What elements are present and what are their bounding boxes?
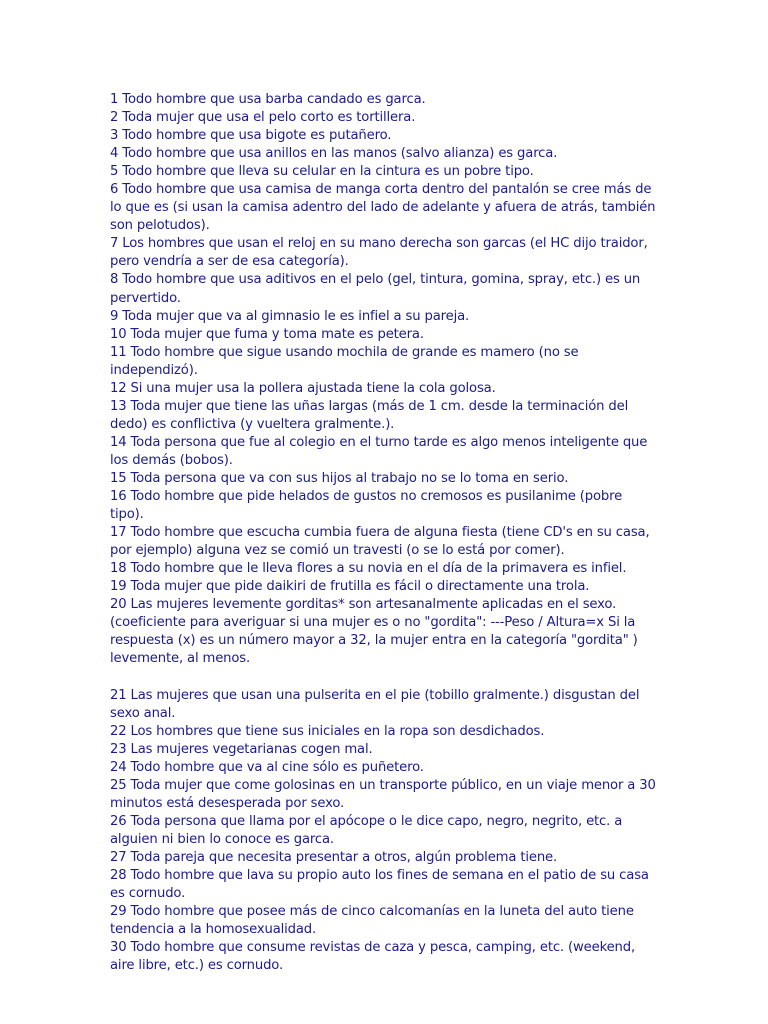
rule-1: 1 Todo hombre que usa barba candado es garca. (110, 92, 426, 107)
rule-14: 14 Toda persona que fue al colegio en el turno tarde es algo menos inteligente que los demás (bobos). (110, 434, 652, 468)
rule-15: 15 Toda persona que va con sus hijos al trabajo no se lo toma en serio. (110, 470, 569, 486)
rule-5: 5 Todo hombre que lleva su celular en la cintura es un pobre tipo. (110, 164, 534, 180)
rules-list-part-2 (110, 687, 658, 976)
rule-22: 22 Los hombres que tiene sus iniciales en la ropa son desdichados. (110, 723, 545, 739)
rule-28: 28 Todo hombre que lava su propio auto los fines de semana en el patio de su casa es cornudo. (110, 867, 653, 902)
rule-10: 10 Toda mujer que fuma y toma mate es petera. (110, 326, 424, 342)
rule-7: 7 Los hombres que usan el reloj en su mano derecha son garcas (el HC dijo traidor, pero vendría a ser de esa categoría). (110, 236, 652, 270)
rule-27: 27 Toda pareja que necesita presentar a otros, algún problema tiene. (110, 849, 558, 865)
rule-9: 9 Toda mujer que va al gimnasio le es infiel a su pareja. (110, 308, 470, 324)
rule-21: 21 Las mujeres que usan una pulserita en el pie (tobillo gralmente.) disgustan del sexo anal. (110, 687, 644, 721)
rule-30: 30 Todo hombre que consume revistas de caza y pesca, camping, etc. (weekend, aire libre, etc.) es cornudo. (110, 940, 640, 974)
rule-20: 20 Las mujeres levemente gorditas* son artesanalmente aplicadas en el sexo. (coeficiente para averiguar si una mujer es o no "gordita": ---Peso / Altura=x Si la respuesta (x) es un número mayor a 32, la mujer entra en la categoría "gordita" ) levemente, al menos. (110, 597, 642, 667)
rule-2: 2 Toda mujer que usa el pelo corto es tortillera. (110, 110, 416, 126)
rule-13: 13 Toda mujer que tiene las uñas largas (más de 1 cm. desde la terminación del dedo) es conflictiva (y vueltera gralmente.). (110, 398, 633, 432)
rule-8: 8 Todo hombre que usa aditivos en el pelo (gel, tintura, gomina, spray, etc.) es un pervertido. (110, 272, 645, 306)
rule-19: 19 Toda mujer que pide daikiri de frutilla es fácil o directamente una trola. (110, 579, 590, 595)
rules-list-part-1 (110, 91, 658, 669)
document-body (110, 91, 658, 975)
rule-26: 26 Toda persona que llama por el apócope o le dice capo, negro, negrito, etc. a alguien ni bien lo conoce es garca. (110, 813, 627, 847)
rule-24: 24 Todo hombre que va al cine sólo es puñetero. (110, 759, 424, 775)
rule-25: 25 Toda mujer que come golosinas en un transporte público, en un viaje menor a 30 minutos está desesperada por sexo. (110, 777, 660, 811)
rule-11: 11 Todo hombre que sigue usando mochila de grande es mamero (no se independizó). (110, 344, 583, 378)
rule-4: 4 Todo hombre que usa anillos en las manos (salvo alianza) es garca. (110, 146, 558, 162)
rule-16: 16 Todo hombre que pide helados de gustos no cremosos es pusilanime (pobre tipo). (110, 489, 627, 523)
rule-29: 29 Todo hombre que posee más de cinco calcomanías en la luneta del auto tiene tendencia a la homosexualidad. (110, 904, 638, 938)
rule-23: 23 Las mujeres vegetarianas cogen mal. (110, 741, 373, 757)
paragraph-spacer (110, 669, 658, 687)
rule-12: 12 Si una mujer usa la pollera ajustada tiene la cola golosa. (110, 380, 496, 396)
rule-18: 18 Todo hombre que le lleva flores a su novia en el día de la primavera es infiel. (110, 561, 627, 577)
rule-17: 17 Todo hombre que escucha cumbia fuera de alguna fiesta (tiene CD's en su casa, por ejemplo) alguna vez se comió un travesti (o se lo está por comer). (110, 525, 654, 559)
rule-6: 6 Todo hombre que usa camisa de manga corta dentro del pantalón se cree más de lo que es (si usan la camisa adentro del lado de adelante y afuera de atrás, también son pelotudos). (110, 182, 660, 234)
rule-3: 3 Todo hombre que usa bigote es putañero. (110, 128, 392, 144)
